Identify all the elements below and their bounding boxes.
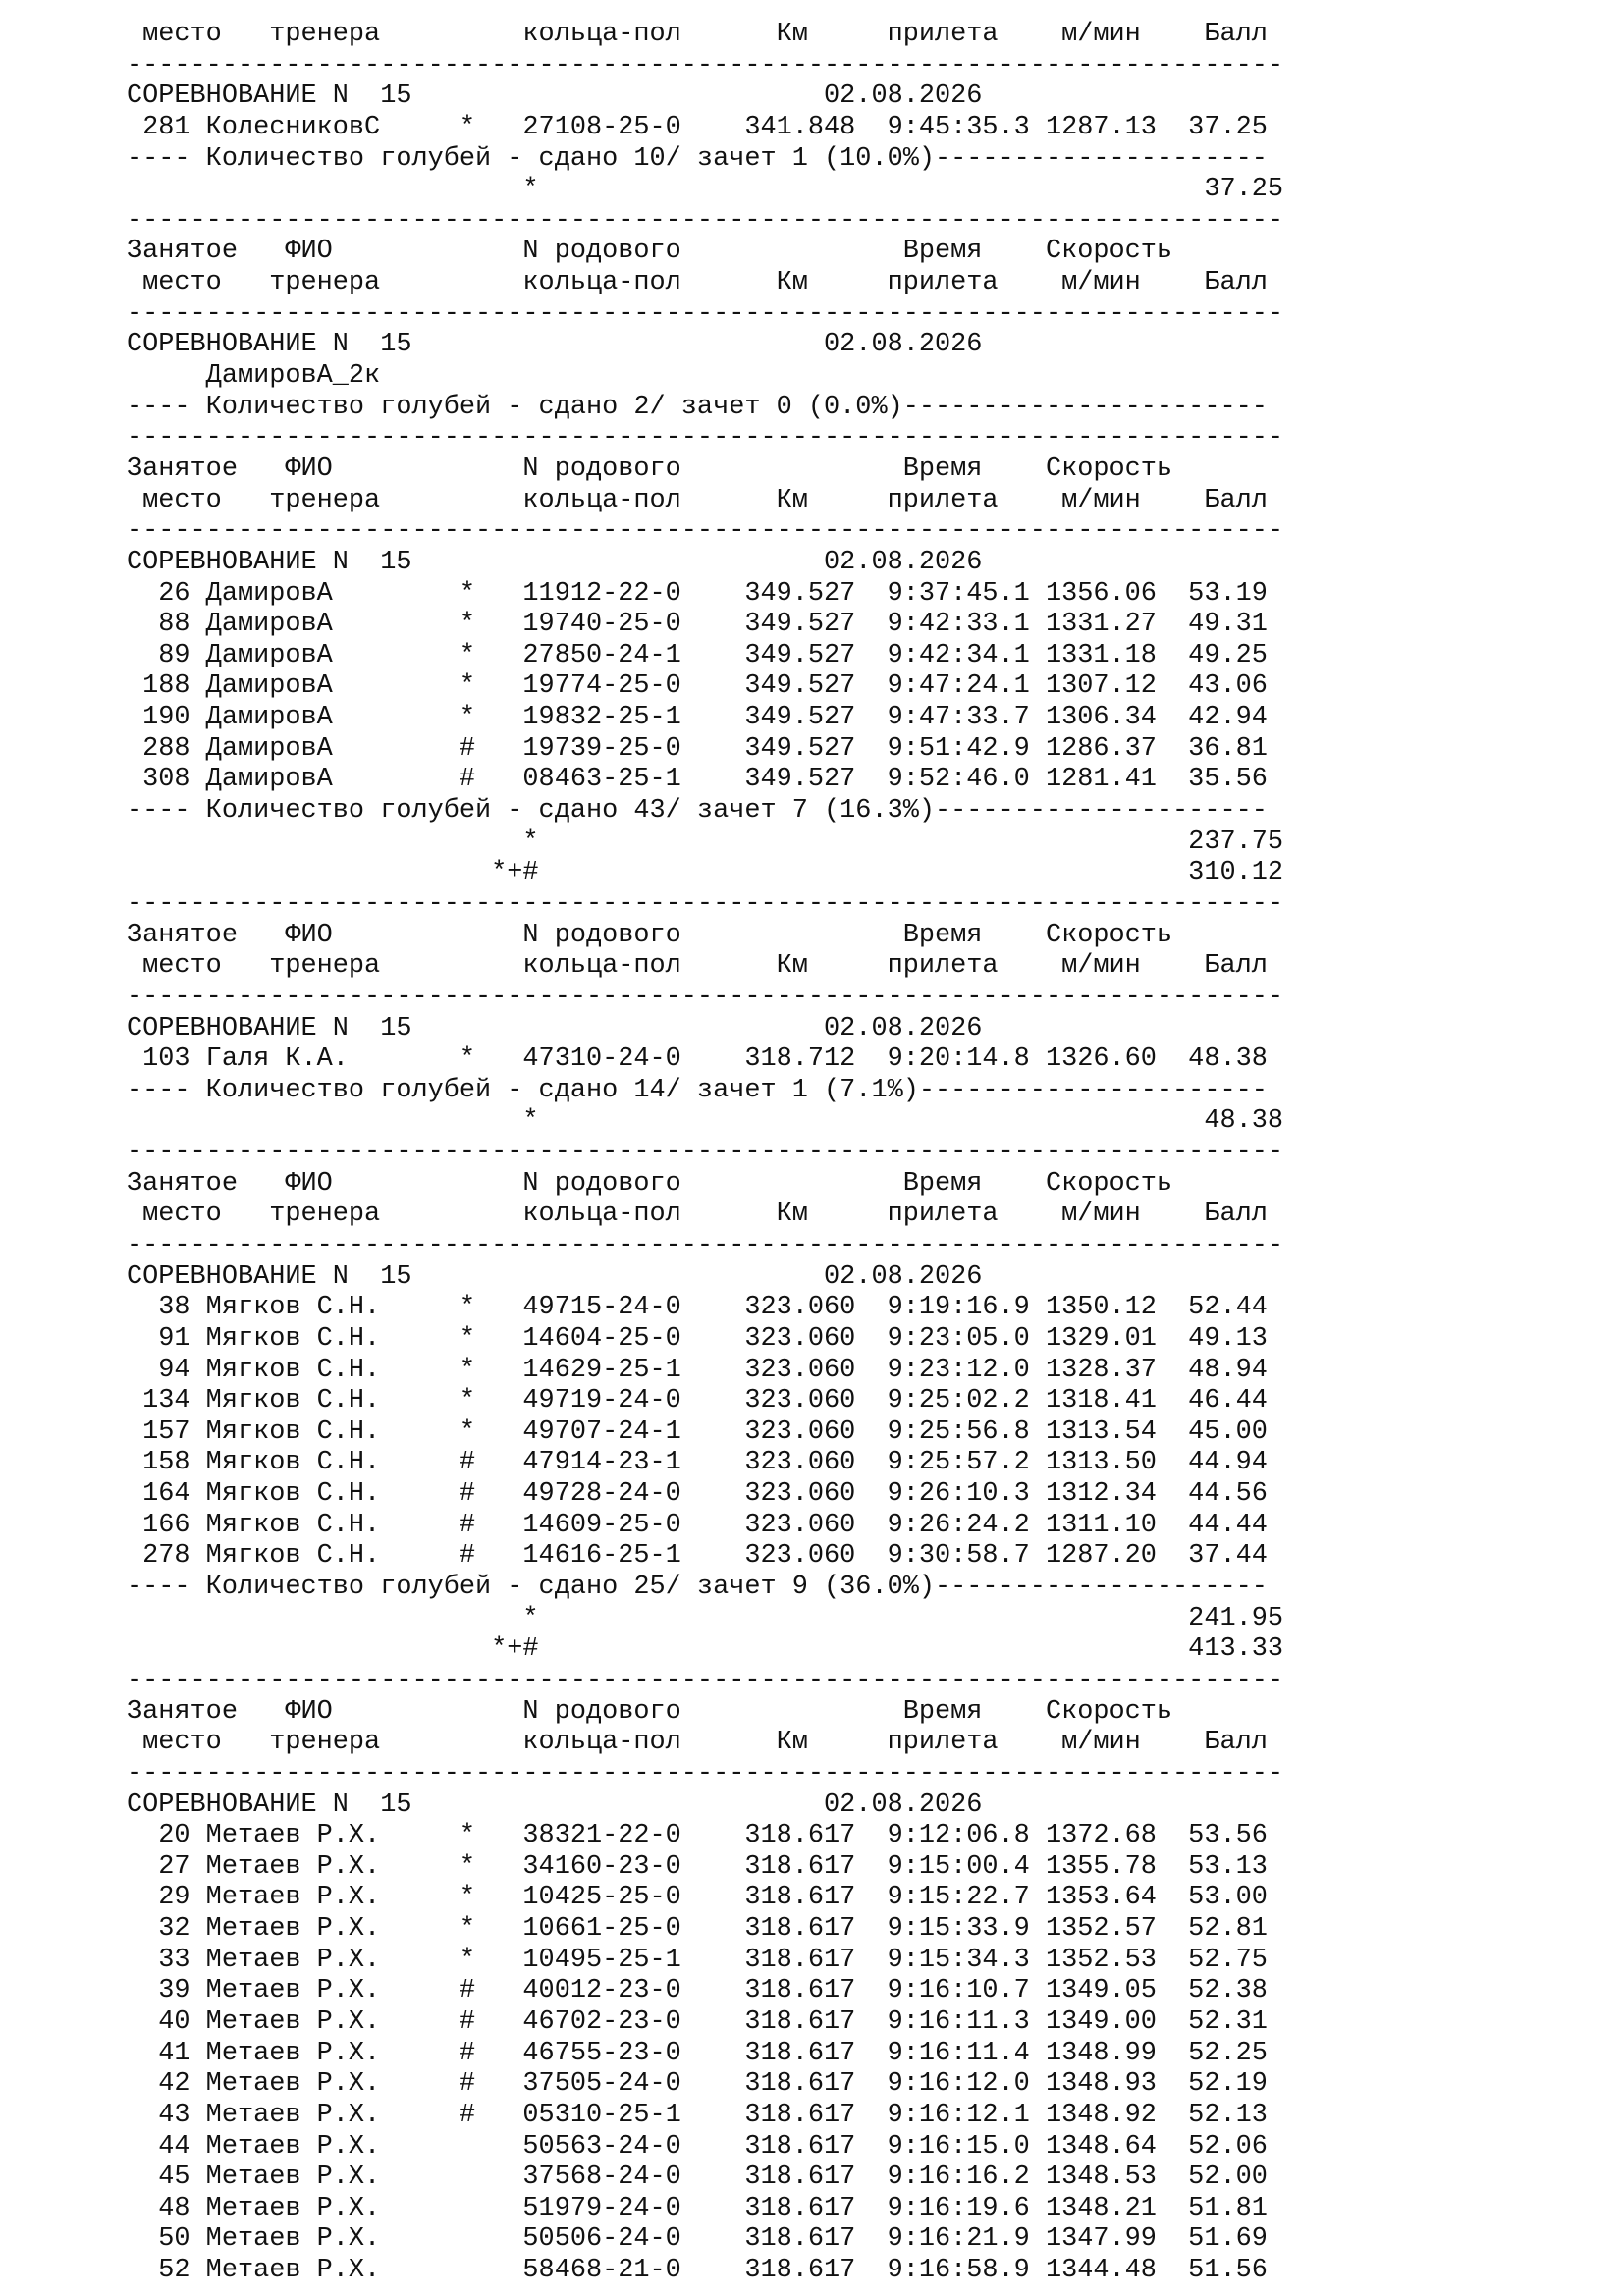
column-header-row-1: Занятое ФИО N родового Время Скорость — [127, 237, 1173, 267]
separator-line: ------------------------------------------------------------------------- — [127, 1665, 1284, 1695]
competition-heading: СОРЕВНОВАНИЕ N 15 02.08.2026 — [127, 81, 983, 112]
result-row: 164 Мягков С.Н. # 49728-24-0 323.060 9:26:10.3 1312.34 44.56 — [127, 1479, 1268, 1510]
result-row: 39 Метаев Р.Х. # 40012-23-0 318.617 9:16:10.7 1349.05 52.38 — [127, 1976, 1268, 2006]
result-row: 29 Метаев Р.Х. * 10425-25-0 318.617 9:15:22.7 1353.64 53.00 — [127, 1883, 1268, 1913]
result-row: 32 Метаев Р.Х. * 10661-25-0 318.617 9:15:33.9 1352.57 52.81 — [127, 1914, 1268, 1945]
result-row: 278 Мягков С.Н. # 14616-25-1 323.060 9:30:58.7 1287.20 37.44 — [127, 1541, 1268, 1572]
result-row: 288 ДамировА # 19739-25-0 349.527 9:51:42.9 1286.37 36.81 — [127, 733, 1268, 764]
column-header-row-2: место тренера кольца-пол Км прилета м/мин Балл — [127, 485, 1268, 515]
separator-line: ------------------------------------------------------------------------- — [127, 423, 1284, 454]
column-header-row-2: место тренера кольца-пол Км прилета м/мин Балл — [127, 268, 1268, 298]
column-header-row-2: место тренера кольца-пол Км прилета м/мин Балл — [127, 1728, 1268, 1758]
column-header-row-2: место тренера кольца-пол Км прилета м/мин Балл — [127, 20, 1268, 49]
column-header-row-1: Занятое ФИО N родового Время Скорость — [127, 1696, 1173, 1727]
competition-heading: СОРЕВНОВАНИЕ N 15 02.08.2026 — [127, 1013, 983, 1043]
result-row: 41 Метаев Р.Х. # 46755-23-0 318.617 9:16:11.4 1348.99 52.25 — [127, 2038, 1268, 2068]
result-row: 33 Метаев Р.Х. * 10495-25-1 318.617 9:15:34.3 1352.53 52.75 — [127, 1945, 1268, 1975]
result-row: 157 Мягков С.Н. * 49707-24-1 323.060 9:25:56.8 1313.54 45.00 — [127, 1416, 1268, 1447]
separator-line: ------------------------------------------------------------------------- — [127, 1758, 1284, 1789]
result-row: 134 Мягков С.Н. * 49719-24-0 323.060 9:25:02.2 1318.41 46.44 — [127, 1386, 1268, 1416]
points-total: * 37.25 — [127, 175, 1284, 205]
column-header-row-1: Занятое ФИО N родового Время Скорость — [127, 920, 1173, 950]
column-header-row-1: Занятое ФИО N родового Время Скорость — [127, 454, 1173, 484]
separator-line: ------------------------------------------------------------------------- — [127, 50, 1284, 80]
result-row: 50 Метаев Р.Х. 50506-24-0 318.617 9:16:21.9 1347.99 51.69 — [127, 2224, 1268, 2255]
column-header-row-2: место тренера кольца-пол Км прилета м/мин Балл — [127, 1200, 1268, 1230]
column-header-row-2: место тренера кольца-пол Км прилета м/мин Балл — [127, 951, 1268, 982]
result-row: 190 ДамировА * 19832-25-1 349.527 9:47:33.7 1306.34 42.94 — [127, 703, 1268, 733]
separator-line: ------------------------------------------------------------------------- — [127, 1138, 1284, 1168]
result-row: 281 КолесниковС * 27108-25-0 341.848 9:45:35.3 1287.13 37.25 — [127, 112, 1268, 142]
separator-line: ------------------------------------------------------------------------- — [127, 1230, 1284, 1260]
result-row: 48 Метаев Р.Х. 51979-24-0 318.617 9:16:19.6 1348.21 51.81 — [127, 2193, 1268, 2223]
column-header-row-1: Занятое ФИО N родового Время Скорость — [127, 1168, 1173, 1199]
pigeon-count-summary: ---- Количество голубей - сдано 10/ зачет 1 (10.0%)--------------------- — [127, 143, 1268, 174]
points-total: *+# 310.12 — [127, 858, 1284, 888]
result-row: 40 Метаев Р.Х. # 46702-23-0 318.617 9:16:11.3 1349.00 52.31 — [127, 2007, 1268, 2037]
points-total: * 237.75 — [127, 827, 1284, 857]
result-row: 26 ДамировА * 11912-22-0 349.527 9:37:45.1 1356.06 53.19 — [127, 578, 1268, 609]
competition-heading: СОРЕВНОВАНИЕ N 15 02.08.2026 — [127, 330, 983, 360]
results-report — [127, 20, 1283, 2287]
separator-line: ------------------------------------------------------------------------- — [127, 982, 1284, 1012]
result-row: 20 Метаев Р.Х. * 38321-22-0 318.617 9:12:06.8 1372.68 53.56 — [127, 1821, 1268, 1851]
result-row: 103 Галя К.А. * 47310-24-0 318.712 9:20:14.8 1326.60 48.38 — [127, 1044, 1268, 1075]
points-total: * 48.38 — [127, 1106, 1284, 1137]
result-row: 43 Метаев Р.Х. # 05310-25-1 318.617 9:16:12.1 1348.92 52.13 — [127, 2100, 1268, 2130]
points-total: *+# 413.33 — [127, 1634, 1284, 1665]
competition-heading: СОРЕВНОВАНИЕ N 15 02.08.2026 — [127, 547, 983, 577]
pigeon-count-summary: ---- Количество голубей - сдано 14/ зачет 1 (7.1%)---------------------- — [127, 1075, 1268, 1105]
pigeon-count-summary: ---- Количество голубей - сдано 43/ зачет 7 (16.3%)--------------------- — [127, 796, 1268, 827]
result-row: 188 ДамировА * 19774-25-0 349.527 9:47:24.1 1307.12 43.06 — [127, 671, 1268, 702]
pigeon-count-summary: ---- Количество голубей - сдано 25/ зачет 9 (36.0%)--------------------- — [127, 1573, 1268, 1603]
separator-line: ------------------------------------------------------------------------- — [127, 516, 1284, 547]
separator-line: ------------------------------------------------------------------------- — [127, 888, 1284, 919]
result-row: 42 Метаев Р.Х. # 37505-24-0 318.617 9:16:12.0 1348.93 52.19 — [127, 2069, 1268, 2100]
result-row: 158 Мягков С.Н. # 47914-23-1 323.060 9:25:57.2 1313.50 44.94 — [127, 1448, 1268, 1478]
result-row: 89 ДамировА * 27850-24-1 349.527 9:42:34.1 1331.18 49.25 — [127, 640, 1268, 670]
result-row: 166 Мягков С.Н. # 14609-25-0 323.060 9:26:24.2 1311.10 44.44 — [127, 1510, 1268, 1540]
result-row: 52 Метаев Р.Х. 58468-21-0 318.617 9:16:58.9 1344.48 51.56 — [127, 2256, 1268, 2286]
separator-line: ------------------------------------------------------------------------- — [127, 298, 1284, 329]
result-row: 91 Мягков С.Н. * 14604-25-0 323.060 9:23:05.0 1329.01 49.13 — [127, 1323, 1268, 1354]
competition-heading: СОРЕВНОВАНИЕ N 15 02.08.2026 — [127, 1789, 983, 1820]
separator-line: ------------------------------------------------------------------------- — [127, 205, 1284, 236]
participant-note: ДамировА_2к — [127, 361, 381, 392]
pigeon-count-summary: ---- Количество голубей - сдано 2/ зачет 0 (0.0%)----------------------- — [127, 392, 1268, 422]
result-row: 44 Метаев Р.Х. 50563-24-0 318.617 9:16:15.0 1348.64 52.06 — [127, 2131, 1268, 2162]
result-row: 45 Метаев Р.Х. 37568-24-0 318.617 9:16:16.2 1348.53 52.00 — [127, 2163, 1268, 2193]
result-row: 94 Мягков С.Н. * 14629-25-1 323.060 9:23:12.0 1328.37 48.94 — [127, 1355, 1268, 1385]
result-row: 88 ДамировА * 19740-25-0 349.527 9:42:33.1 1331.27 49.31 — [127, 610, 1268, 640]
points-total: * 241.95 — [127, 1603, 1284, 1633]
result-row: 38 Мягков С.Н. * 49715-24-0 323.060 9:19:16.9 1350.12 52.44 — [127, 1293, 1268, 1323]
result-row: 308 ДамировА # 08463-25-1 349.527 9:52:46.0 1281.41 35.56 — [127, 765, 1268, 795]
result-row: 27 Метаев Р.Х. * 34160-23-0 318.617 9:15:00.4 1355.78 53.13 — [127, 1851, 1268, 1882]
competition-heading: СОРЕВНОВАНИЕ N 15 02.08.2026 — [127, 1261, 983, 1292]
